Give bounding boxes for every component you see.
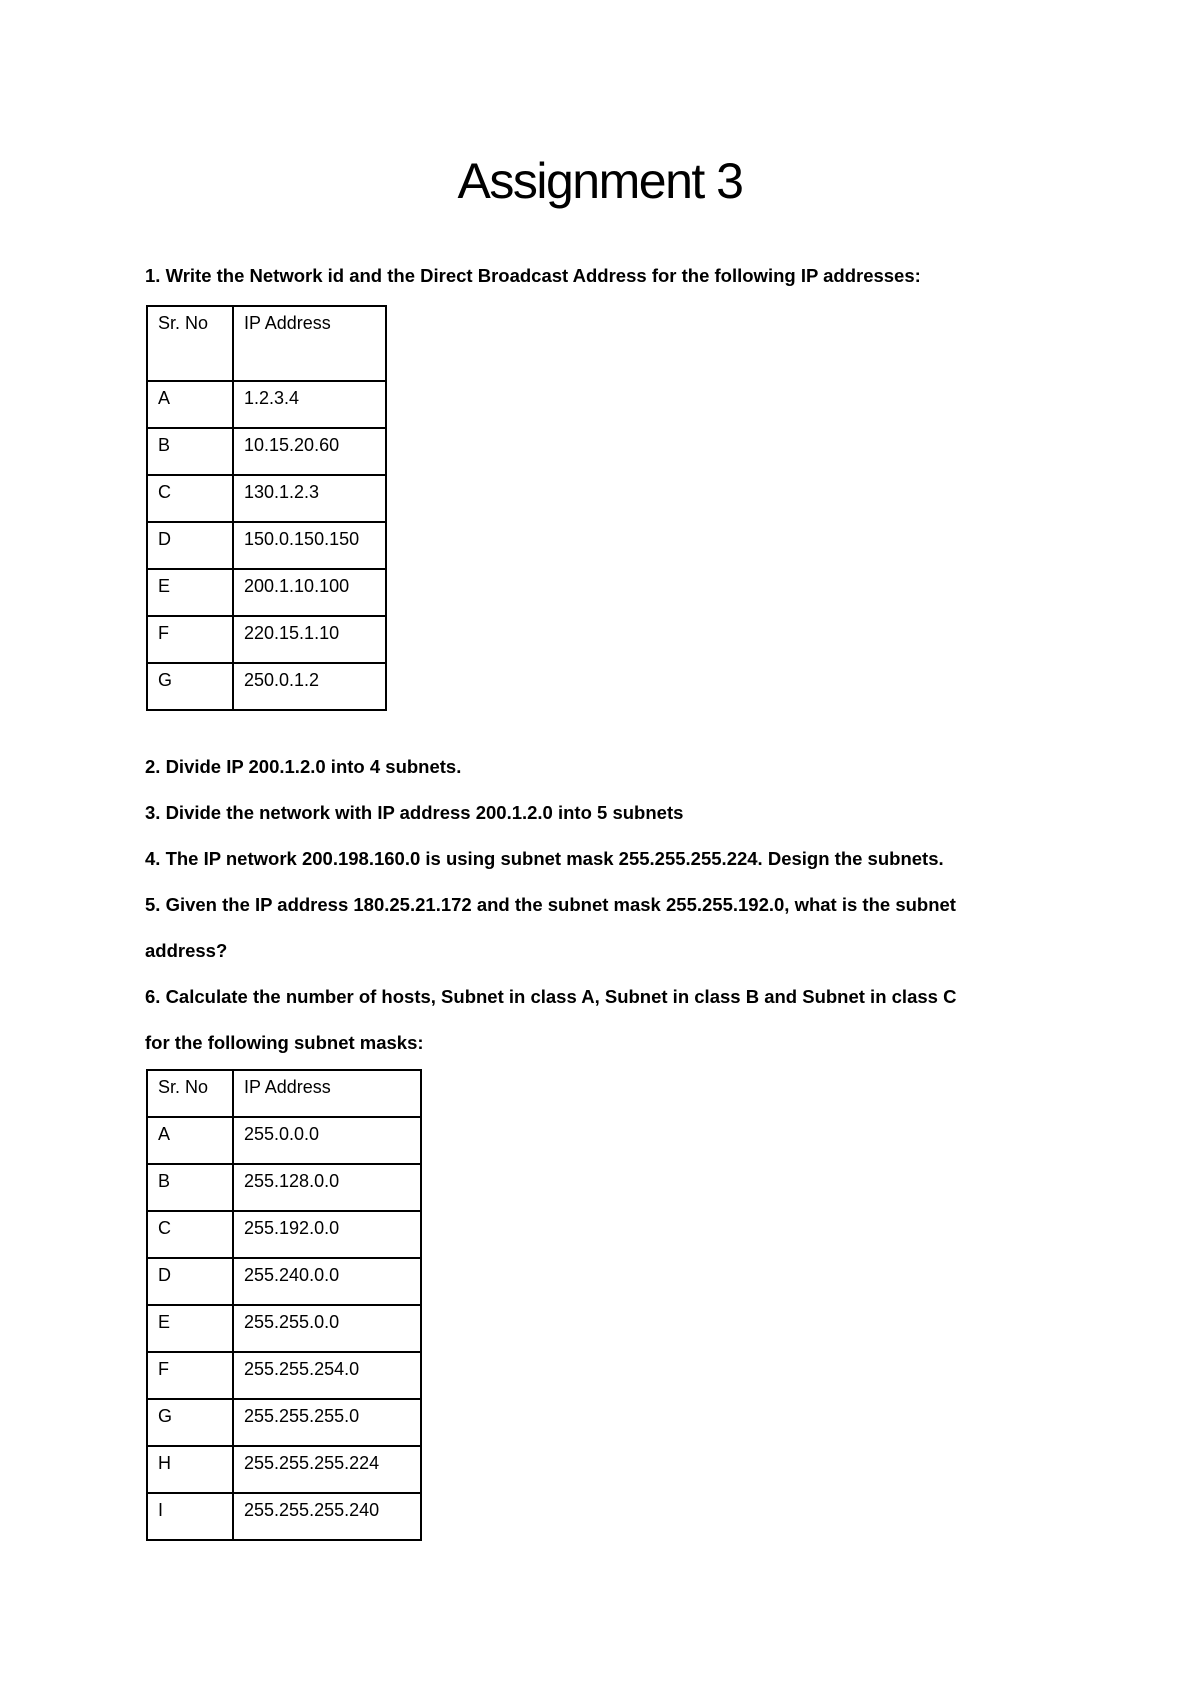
table-header-row	[147, 306, 386, 381]
table-header-row	[147, 1070, 421, 1117]
header-cell-ip-address: IP Address	[233, 306, 386, 381]
table-row	[147, 1211, 421, 1258]
table-row	[147, 1493, 421, 1540]
header-cell-sr-no: Sr. No	[147, 306, 233, 381]
cell-subnet-mask: 255.255.255.0	[233, 1399, 421, 1446]
table-row	[147, 616, 386, 663]
page-title: Assignment 3	[457, 153, 743, 209]
table-row	[147, 1164, 421, 1211]
subnet-mask-table	[146, 1069, 422, 1541]
header-cell-ip-address: IP Address	[233, 1070, 421, 1117]
cell-sr-no: C	[147, 475, 233, 522]
question-5-line-1: 5. Given the IP address 180.25.21.172 and the subnet mask 255.255.192.0, what is the subnet	[145, 894, 956, 915]
cell-subnet-mask: 255.128.0.0	[233, 1164, 421, 1211]
cell-subnet-mask: 255.255.0.0	[233, 1305, 421, 1352]
question-4: 4. The IP network 200.198.160.0 is using subnet mask 255.255.255.224. Design the subnets.	[145, 848, 944, 869]
cell-sr-no: C	[147, 1211, 233, 1258]
question-1: 1. Write the Network id and the Direct Broadcast Address for the following IP addresses:	[145, 265, 921, 286]
cell-sr-no: F	[147, 616, 233, 663]
table-row	[147, 1117, 421, 1164]
table-row	[147, 1258, 421, 1305]
question-6-line-2: for the following subnet masks:	[145, 1032, 424, 1053]
ip-address-table	[146, 305, 387, 711]
table-row	[147, 1446, 421, 1493]
cell-sr-no: E	[147, 569, 233, 616]
cell-ip-address: 250.0.1.2	[233, 663, 386, 710]
cell-sr-no: F	[147, 1352, 233, 1399]
cell-sr-no: E	[147, 1305, 233, 1352]
table-row	[147, 569, 386, 616]
cell-sr-no: D	[147, 522, 233, 569]
cell-ip-address: 220.15.1.10	[233, 616, 386, 663]
cell-subnet-mask: 255.255.255.240	[233, 1493, 421, 1540]
question-2: 2. Divide IP 200.1.2.0 into 4 subnets.	[145, 756, 462, 777]
cell-ip-address: 130.1.2.3	[233, 475, 386, 522]
cell-sr-no: B	[147, 428, 233, 475]
question-6-line-1: 6. Calculate the number of hosts, Subnet in class A, Subnet in class B and Subnet in class C	[145, 986, 957, 1007]
cell-sr-no: A	[147, 1117, 233, 1164]
cell-sr-no: B	[147, 1164, 233, 1211]
cell-sr-no: I	[147, 1493, 233, 1540]
table-row	[147, 522, 386, 569]
table-row	[147, 1305, 421, 1352]
cell-sr-no: D	[147, 1258, 233, 1305]
cell-sr-no: G	[147, 663, 233, 710]
cell-ip-address: 150.0.150.150	[233, 522, 386, 569]
cell-sr-no: H	[147, 1446, 233, 1493]
table-row	[147, 1352, 421, 1399]
table-row	[147, 428, 386, 475]
cell-subnet-mask: 255.0.0.0	[233, 1117, 421, 1164]
cell-sr-no: A	[147, 381, 233, 428]
cell-ip-address: 10.15.20.60	[233, 428, 386, 475]
cell-subnet-mask: 255.192.0.0	[233, 1211, 421, 1258]
cell-subnet-mask: 255.255.254.0	[233, 1352, 421, 1399]
table-row	[147, 663, 386, 710]
cell-ip-address: 200.1.10.100	[233, 569, 386, 616]
table-row	[147, 381, 386, 428]
cell-ip-address: 1.2.3.4	[233, 381, 386, 428]
cell-sr-no: G	[147, 1399, 233, 1446]
cell-subnet-mask: 255.240.0.0	[233, 1258, 421, 1305]
question-3: 3. Divide the network with IP address 200.1.2.0 into 5 subnets	[145, 802, 684, 823]
cell-subnet-mask: 255.255.255.224	[233, 1446, 421, 1493]
question-5-line-2: address?	[145, 940, 228, 961]
table-row	[147, 475, 386, 522]
header-cell-sr-no: Sr. No	[147, 1070, 233, 1117]
table-row	[147, 1399, 421, 1446]
